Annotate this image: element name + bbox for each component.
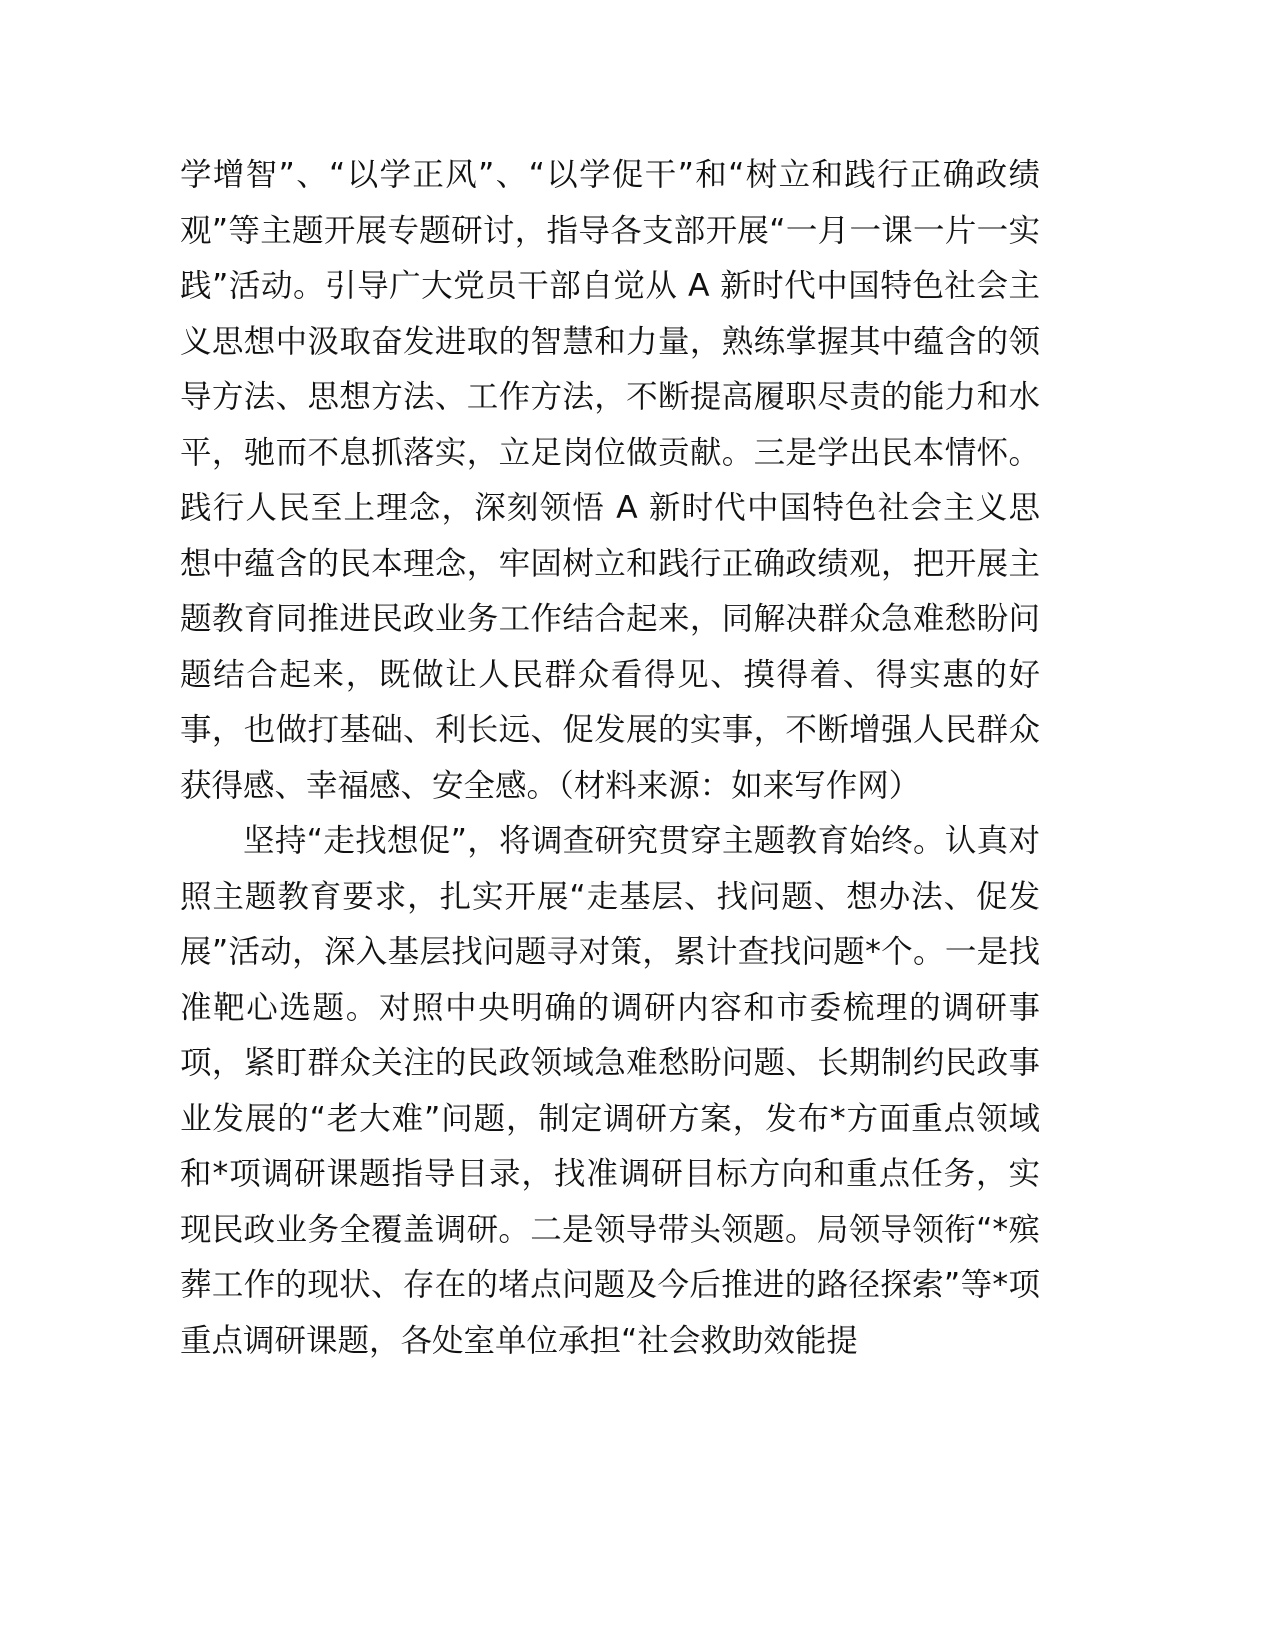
document-body [180, 148, 1040, 1369]
paragraph-1: 学增智”、“以学正风”、“以学促干”和“树立和践行正确政绩观”等主题开展专题研讨，指导各支部开展“一月一课一片一实践”活动。引导广大党员干部自觉从 A 新时代中国特色社会主义思想中汲取奋发进取的智慧和力量，熟练掌握其中蕴含的领导方法、思想方法、工作方法，不断提高履职尽责的能力和水平，驰而不息抓落实，立足岗位做贡献。三是学出民本情怀。践行人民至上理念，深刻领悟 A 新时代中国特色社会主义思想中蕴含的民本理念，牢固树立和践行正确政绩观，把开展主题教育同推进民政业务工作结合起来，同解决群众急难愁盼问题结合起来，既做让人民群众看得见、摸得着、得实惠的好事，也做打基础、利长远、促发展的实事，不断增强人民群众获得感、幸福感、安全感。（材料来源：如来写作网） [180, 157, 1040, 804]
paragraph-2: 坚持“走找想促”，将调查研究贯穿主题教育始终。认真对照主题教育要求，扎实开展“走基层、找问题、想办法、促发展”活动，深入基层找问题寻对策，累计查找问题*个。一是找准靶心选题。对照中央明确的调研内容和市委梳理的调研事项，紧盯群众关注的民政领域急难愁盼问题、长期制约民政事业发展的“老大难”问题，制定调研方案，发布*方面重点领域和*项调研课题指导目录，找准调研目标方向和重点任务，实现民政业务全覆盖调研。二是领导带头领题。局领导领衔“*殡葬工作的现状、存在的堵点问题及今后推进的路径探索”等*项重点调研课题，各处室单位承担“社会救助效能提 [180, 823, 1040, 1359]
